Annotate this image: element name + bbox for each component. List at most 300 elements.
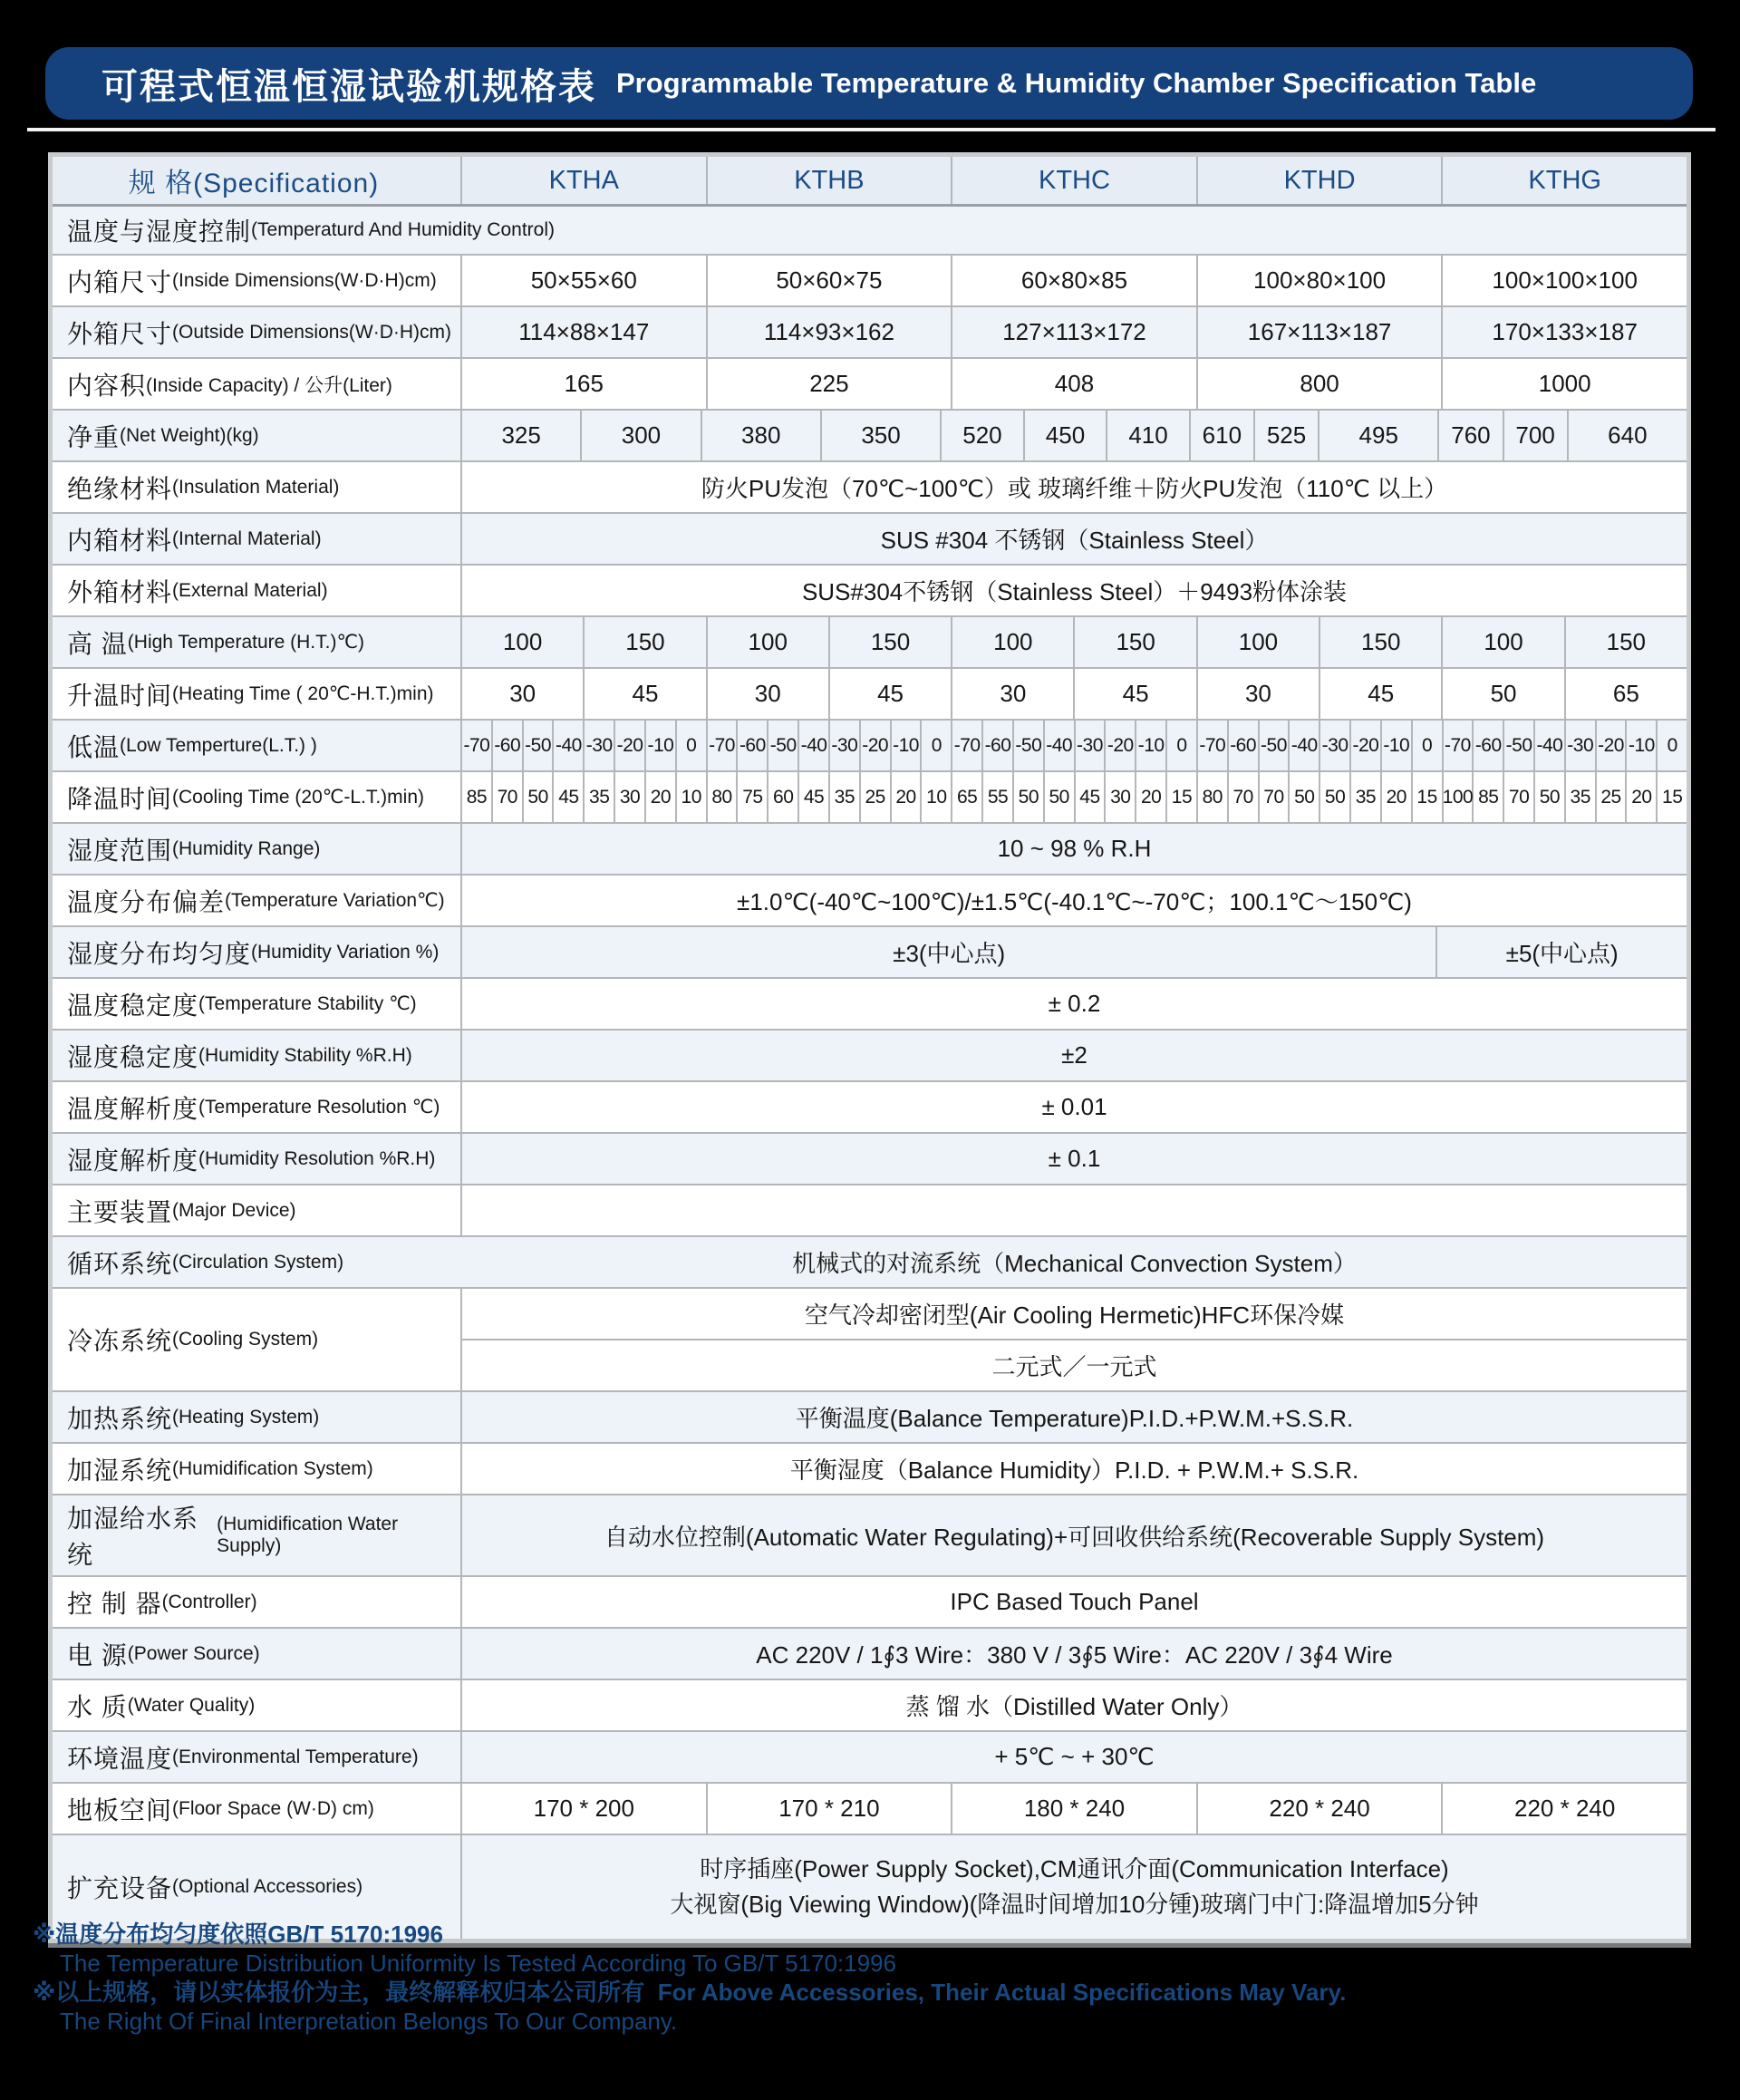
value-cell: 100	[1444, 772, 1474, 822]
value-cell: 300	[582, 411, 701, 460]
row-label-zh: 净重	[67, 422, 121, 451]
row-label-en: (Inside Dimensions(W·D·H)cm)	[172, 269, 437, 291]
value-cell: 100	[1198, 617, 1320, 667]
value-cells	[462, 359, 1687, 409]
value-cell: 空气冷却密闭型(Air Cooling Hermetic)HFC环保冷媒	[462, 1289, 1687, 1340]
value-cell: -30	[1320, 721, 1351, 770]
spec-row-14	[53, 927, 1687, 979]
row-label-zh: 主要装置	[67, 1197, 173, 1226]
value-cell: 60	[768, 772, 799, 822]
value-cell: 20	[892, 772, 923, 822]
value-cell: 50	[1535, 772, 1566, 822]
value-cell: 45	[1075, 669, 1197, 719]
page-title-zh: 可程式恒温恒湿试验机规格表	[102, 66, 596, 107]
row-label	[53, 1289, 462, 1390]
row-label-zh: 加湿系统	[67, 1456, 173, 1485]
row-label-zh: 内箱材料	[67, 526, 173, 555]
row-label	[53, 1031, 462, 1080]
value-cell: -30	[830, 721, 861, 770]
spec-row-7	[53, 566, 1687, 617]
value-cell: 700	[1504, 411, 1569, 460]
spec-table	[48, 152, 1691, 1943]
row-label-zh: 降温时间	[67, 784, 173, 813]
value-cell: IPC Based Touch Panel	[950, 1588, 1199, 1615]
value-cells	[462, 256, 1687, 305]
value-cell: 0	[1413, 721, 1444, 770]
spec-row-24	[53, 1495, 1687, 1577]
value-cell: -50	[768, 721, 799, 770]
row-label-zh: 冷冻系统	[67, 1327, 173, 1355]
value-cell: -30	[1076, 721, 1107, 770]
row-label-en: (Circulation System)	[172, 1251, 344, 1273]
value-cell: 50	[524, 772, 555, 822]
value-cell: 0	[677, 721, 708, 770]
value-cell: 45	[554, 772, 585, 822]
value-cell: 350	[822, 411, 942, 460]
value-cell: -30	[1566, 721, 1597, 770]
row-label	[53, 824, 462, 874]
row-label	[53, 721, 462, 770]
value-cell: 50	[1045, 772, 1076, 822]
value-cell	[462, 1185, 1687, 1235]
value-cell: ± 0.01	[1041, 1093, 1107, 1120]
value-cell: ± 0.1	[1048, 1145, 1101, 1172]
value-cell: 自动水位控制(Automatic Water Regulating)+可回收供给系统(Recoverable Supply System)	[604, 1523, 1545, 1551]
row-label-en: (Temperature Variation℃)	[225, 890, 445, 911]
value-cell: 0	[1167, 721, 1198, 770]
title-underline	[27, 128, 1716, 131]
spec-row-29	[53, 1784, 1687, 1835]
value-cell: 100×100×100	[1492, 266, 1638, 294]
row-label-en: (Humidification Water Supply)	[217, 1514, 399, 1556]
value-cell: -40	[554, 721, 585, 770]
row-label-zh: 外箱材料	[67, 577, 173, 606]
value-cell: 100	[462, 617, 585, 667]
value-cells	[462, 617, 1687, 667]
section-label-en: (Temperaturd And Humidity Control)	[251, 219, 555, 240]
value-cell: 610	[1191, 411, 1255, 460]
spec-row-13	[53, 876, 1687, 927]
header-spec-label: 规 格(Specification)	[128, 169, 380, 198]
value-cell: 760	[1439, 411, 1503, 460]
value-cell: 30	[1198, 669, 1320, 719]
value-cell: 20	[646, 772, 677, 822]
value-cell: 60×80×85	[952, 256, 1198, 305]
value-cell: 150	[830, 617, 952, 667]
row-label	[53, 462, 462, 512]
value-cell: 85	[1474, 772, 1504, 822]
spec-row-23	[53, 1444, 1687, 1495]
value-cell: 225	[708, 359, 953, 409]
row-label	[53, 256, 462, 305]
row-label	[53, 514, 462, 564]
value-cell: 70	[1504, 772, 1535, 822]
header-model-KTHC: KTHC	[952, 157, 1198, 204]
value-cell: 408	[952, 359, 1198, 409]
value-cell: ± 0.2	[1048, 990, 1101, 1017]
spec-row-2	[53, 307, 1687, 359]
row-label-en: (Cooling Time (20℃-L.T.)min)	[172, 787, 424, 808]
row-label-en: (Humidity Stability %R.H)	[198, 1044, 412, 1066]
value-cell: -10	[1627, 721, 1658, 770]
value-line: 时序插座(Power Supply Socket),CM通讯介面(Communication Interface)	[700, 1855, 1449, 1882]
value-cell: 50	[1014, 772, 1045, 822]
value-cell: -30	[585, 721, 615, 770]
row-label-en: (Humidification System)	[172, 1457, 373, 1479]
value-cell: -60	[493, 721, 524, 770]
value-cell: 150	[1606, 628, 1647, 655]
value-cell: 防火PU发泡（70℃~100℃）或 玻璃纤维＋防火PU发泡（110℃ 以上）	[701, 475, 1448, 502]
row-label	[53, 1444, 462, 1494]
row-label-en: (Low Temperture(L.T.) )	[120, 734, 317, 756]
value-cell: 70	[1229, 772, 1260, 822]
table-header-row	[53, 157, 1687, 207]
value-cell: 20	[1382, 772, 1413, 822]
row-label	[53, 772, 462, 822]
value-cell: -20	[1597, 721, 1628, 770]
value-cells	[462, 1784, 1687, 1834]
footnote-line-1: ※温度分布均匀度依照GB/T 5170:1996	[33, 1921, 443, 1948]
value-cell: -60	[1229, 721, 1260, 770]
row-label-zh: 内容积	[67, 371, 147, 400]
value-cell: 170 * 200	[462, 1784, 708, 1834]
value-cell: -40	[1290, 721, 1320, 770]
row-label-zh: 扩充设备	[67, 1874, 173, 1902]
row-label	[53, 876, 462, 925]
value-cells	[462, 669, 1687, 719]
spec-row-25	[53, 1577, 1687, 1629]
value-cell: 150	[1320, 617, 1443, 667]
value-cell: 325	[462, 411, 582, 460]
value-cell: 平衡湿度（Balance Humidity）P.I.D. + P.W.M.+ S.S.R.	[789, 1456, 1359, 1484]
value-cell: 45	[830, 669, 952, 719]
spec-row-6	[53, 514, 1687, 566]
value-cells	[462, 411, 1687, 460]
value-cell: -70	[1198, 721, 1229, 770]
value-cell: 170×133×187	[1492, 318, 1638, 345]
value-cell: 70	[1260, 772, 1290, 822]
value-cell: 15	[1413, 772, 1444, 822]
value-cell: 30	[615, 772, 646, 822]
row-label-zh: 外箱尺寸	[67, 319, 173, 348]
spec-row-18	[53, 1134, 1687, 1185]
spec-row-27	[53, 1680, 1687, 1732]
spec-row-8	[53, 617, 1687, 669]
value-cell: 15	[1167, 772, 1198, 822]
row-label-zh: 控 制 器	[67, 1589, 162, 1618]
value-cell: 20	[1627, 772, 1658, 822]
row-label	[53, 1495, 462, 1575]
value-cell: 75	[738, 772, 768, 822]
header-model-KTHA: KTHA	[462, 157, 708, 204]
value-cell: 150	[1075, 617, 1197, 667]
value-cell: 50	[1443, 669, 1565, 719]
value-cell: 25	[1597, 772, 1628, 822]
row-label-en: (Heating System)	[172, 1406, 320, 1427]
row-label-zh: 加热系统	[67, 1404, 173, 1433]
row-label-en: (Internal Material)	[172, 527, 322, 549]
value-cell: -50	[524, 721, 555, 770]
value-cell: SUS #304 不锈钢（Stainless Steel）	[880, 527, 1269, 554]
value-cell: 二元式／一元式	[991, 1353, 1157, 1380]
value-cell: 85	[462, 772, 493, 822]
row-label-en: (External Material)	[172, 579, 328, 601]
spec-row-19	[53, 1185, 1687, 1237]
value-cell: 65	[1612, 680, 1639, 707]
value-cell: 0	[1667, 734, 1677, 756]
value-cell: 35	[830, 772, 861, 822]
row-label-en: (Water Quality)	[127, 1694, 256, 1716]
value-cell: 114×88×147	[462, 307, 708, 357]
section-cell	[53, 207, 1687, 254]
header-model-cells	[462, 157, 1687, 204]
row-label	[53, 1680, 462, 1730]
row-label-zh: 升温时间	[67, 681, 173, 710]
row-label	[53, 1629, 462, 1679]
spec-row-16	[53, 1031, 1687, 1082]
spec-row-5	[53, 462, 1687, 514]
value-cell: -40	[1045, 721, 1076, 770]
value-cell: 50×60×75	[708, 256, 953, 305]
footnote-line-2: The Temperature Distribution Uniformity Is Tested According To GB/T 5170:1996	[60, 1950, 896, 1977]
value-cell: 80	[708, 772, 739, 822]
row-label-en: (Optional Accessories)	[172, 1876, 363, 1897]
row-label-en: (Insulation Material)	[172, 476, 340, 498]
value-cell: -60	[1474, 721, 1504, 770]
row-label-zh: 循环系统	[67, 1249, 173, 1278]
value-cell: 50	[1320, 772, 1351, 822]
value-cell: -60	[738, 721, 768, 770]
spec-row-4	[53, 411, 1687, 462]
value-cell: 100	[1443, 617, 1565, 667]
value-cell: 45	[585, 669, 707, 719]
row-label	[53, 1134, 462, 1184]
row-label	[53, 1732, 462, 1782]
value-cell: 25	[861, 772, 892, 822]
value-cell: AC 220V / 1∮3 Wire：380 V / 3∮5 Wire：AC 220V / 3∮4 Wire	[756, 1641, 1393, 1669]
value-cell: 35	[585, 772, 615, 822]
row-label-en: (Humidity Resolution %R.H)	[198, 1147, 436, 1169]
value-cell: 70	[493, 772, 524, 822]
value-cell: 220 * 240	[1514, 1795, 1616, 1822]
spec-row-15	[53, 979, 1687, 1031]
value-cell: 65	[952, 772, 983, 822]
spec-row-28	[53, 1732, 1687, 1784]
row-label	[53, 1784, 462, 1834]
row-label	[53, 411, 462, 460]
value-cell: -70	[462, 721, 493, 770]
value-cell: 100	[952, 617, 1075, 667]
spec-row-20	[53, 1237, 1687, 1289]
value-cell: 80	[1198, 772, 1229, 822]
value-cell: 45	[1076, 772, 1107, 822]
title-bar	[45, 47, 1693, 120]
header-model-KTHB: KTHB	[708, 157, 953, 204]
value-cell: -40	[1535, 721, 1566, 770]
value-cell: 0	[922, 721, 952, 770]
value-cell: 蒸 馏 水（Distilled Water Only）	[905, 1693, 1243, 1720]
value-cell: -50	[1260, 721, 1290, 770]
value-cell: ±5(中心点)	[1505, 940, 1619, 967]
row-label-en: (Environmental Temperature)	[172, 1746, 419, 1767]
value-cell: -10	[646, 721, 677, 770]
header-spec-cell	[53, 157, 462, 204]
row-label	[53, 307, 462, 357]
spec-row-11	[53, 772, 1687, 824]
footnote-line-4: The Right Of Final Interpretation Belongs To Our Company.	[60, 2008, 678, 2035]
value-cell: + 5℃ ~ + 30℃	[994, 1743, 1155, 1770]
value-cell: 35	[1566, 772, 1597, 822]
header-model-KTHD: KTHD	[1198, 157, 1444, 204]
value-cell: -50	[1014, 721, 1045, 770]
value-cell: 55	[983, 772, 1014, 822]
value-cell: 167×113×187	[1198, 307, 1444, 357]
value-cell: 45	[1320, 669, 1443, 719]
row-label-zh: 内箱尺寸	[67, 267, 173, 296]
value-cells	[462, 307, 1687, 357]
value-cell: -70	[952, 721, 983, 770]
row-label-zh: 湿度分布均匀度	[67, 939, 252, 968]
row-label-en: (Heating Time ( 20℃-H.T.)min)	[172, 683, 434, 704]
row-label	[53, 979, 462, 1029]
value-cell: -10	[1382, 721, 1413, 770]
row-label-en: (Outside Dimensions(W·D·H)cm)	[172, 321, 452, 343]
value-cells	[462, 927, 1687, 977]
value-cell: SUS#304不锈钢（Stainless Steel）＋9493粉体涂装	[801, 578, 1348, 605]
row-label	[53, 1577, 462, 1627]
value-cell: 220 * 240	[1198, 1784, 1444, 1834]
value-cell: -20	[1351, 721, 1382, 770]
value-cell: 180 * 240	[952, 1784, 1198, 1834]
row-label-en: (Net Weight)(kg)	[120, 424, 259, 446]
footnote-line-3: ※以上规格，请以实体报价为主，最终解释权归本公司所有 For Above Accessories, Their Actual Specifications May Vary.	[33, 1979, 1347, 2006]
row-label-zh: 水 质	[67, 1692, 128, 1721]
row-label-zh: 湿度解析度	[67, 1146, 199, 1175]
value-cell: -20	[615, 721, 646, 770]
value-cell: -20	[1106, 721, 1136, 770]
row-label-en: (Cooling System)	[172, 1329, 319, 1350]
value-cell: -20	[861, 721, 892, 770]
spec-row-3	[53, 359, 1687, 411]
value-cell: 10 ~ 98 % R.H	[997, 835, 1152, 862]
value-cell: 30	[952, 669, 1075, 719]
row-label	[53, 927, 462, 977]
stacked-values	[462, 1289, 1687, 1390]
value-cell: 30	[462, 669, 585, 719]
value-cell: 380	[702, 411, 822, 460]
value-cell: 45	[799, 772, 830, 822]
value-cell: -70	[708, 721, 739, 770]
row-label	[53, 669, 462, 719]
row-label	[53, 359, 462, 409]
value-cell: -10	[1136, 721, 1167, 770]
value-cell: 100×80×100	[1198, 256, 1444, 305]
spec-row-17	[53, 1082, 1687, 1134]
value-line: 大视窗(Big Viewing Window)(降温时间增加10分锺)玻璃门中门:降温增加5分钟	[670, 1891, 1479, 1918]
row-label-zh: 湿度稳定度	[67, 1042, 199, 1071]
value-cells	[462, 772, 1687, 822]
row-label	[53, 617, 462, 667]
value-cell: 50×55×60	[462, 256, 708, 305]
row-label-zh: 温度稳定度	[67, 991, 199, 1020]
row-label-en: (Floor Space (W·D) cm)	[172, 1797, 374, 1819]
value-cell: 800	[1198, 359, 1444, 409]
value-cell: -50	[1504, 721, 1535, 770]
spec-row-26	[53, 1629, 1687, 1680]
row-label	[53, 1082, 462, 1132]
row-label-en: (Temperature Stability ℃)	[198, 993, 417, 1014]
value-cell: 10	[922, 772, 952, 822]
value-cell: 165	[462, 359, 708, 409]
value-cell: 114×93×162	[708, 307, 953, 357]
value-cell: -10	[892, 721, 923, 770]
row-label-zh: 加湿给水系统	[67, 1505, 199, 1569]
value-cell: 150	[585, 617, 707, 667]
spec-row-9	[53, 669, 1687, 721]
row-label-zh: 湿度范围	[67, 836, 173, 865]
value-cell: 35	[1351, 772, 1382, 822]
row-label-en: (Humidity Variation %)	[251, 941, 440, 963]
value-cells	[462, 721, 1687, 770]
value-cell: ±2	[1061, 1041, 1088, 1069]
row-label-zh: 电 源	[67, 1640, 128, 1669]
page-title-en: Programmable Temperature & Humidity Chamber Specification Table	[616, 67, 1537, 99]
value-cell: -60	[983, 721, 1014, 770]
value-cell: 30	[708, 669, 830, 719]
value-cell: 525	[1255, 411, 1320, 460]
row-label	[53, 1237, 462, 1287]
value-cell: 640	[1608, 421, 1648, 449]
row-label	[53, 1392, 462, 1442]
value-cell: 520	[942, 411, 1025, 460]
row-label-en: (Power Source)	[127, 1642, 260, 1664]
row-label-en: (Major Device)	[172, 1199, 296, 1221]
row-label-zh: 环境温度	[67, 1744, 173, 1773]
footnotes	[33, 1920, 1718, 2036]
value-cell: 15	[1662, 786, 1683, 808]
value-cell: 20	[1136, 772, 1167, 822]
value-cell: ±3(中心点)	[462, 927, 1437, 977]
value-cell: 410	[1107, 411, 1191, 460]
value-cell: 100	[708, 617, 830, 667]
value-cell: 30	[1106, 772, 1136, 822]
value-cell: 450	[1025, 411, 1108, 460]
row-label-en: (Controller)	[161, 1591, 257, 1612]
value-cell: -70	[1444, 721, 1474, 770]
row-label-en: (Temperature Resolution ℃)	[198, 1097, 440, 1118]
row-label-zh: 高 温	[67, 629, 128, 658]
row-label-zh: 温度分布偏差	[67, 887, 226, 916]
value-cell: 10	[677, 772, 708, 822]
header-model-KTHG: KTHG	[1528, 165, 1601, 195]
row-label-en: (Humidity Range)	[172, 837, 321, 859]
section-label-zh: 温度与湿度控制	[67, 218, 252, 246]
value-cell: 平衡温度(Balance Temperature)P.I.D.+P.W.M.+S.S.R.	[795, 1405, 1354, 1432]
value-cell: 50	[1290, 772, 1320, 822]
row-label-en: (High Temperature (H.T.)℃)	[127, 632, 365, 653]
row-label	[53, 1185, 462, 1235]
spec-row-1	[53, 256, 1687, 307]
value-cell: 机械式的对流系统（Mechanical Convection System）	[792, 1250, 1357, 1277]
value-cell: -40	[799, 721, 830, 770]
row-label	[53, 566, 462, 615]
spec-row-10	[53, 721, 1687, 772]
spec-row-12	[53, 824, 1687, 876]
spec-row-0	[53, 207, 1687, 256]
spec-row-21	[53, 1289, 1687, 1392]
row-label-zh: 温度解析度	[67, 1094, 199, 1123]
value-cell: 1000	[1538, 370, 1591, 397]
